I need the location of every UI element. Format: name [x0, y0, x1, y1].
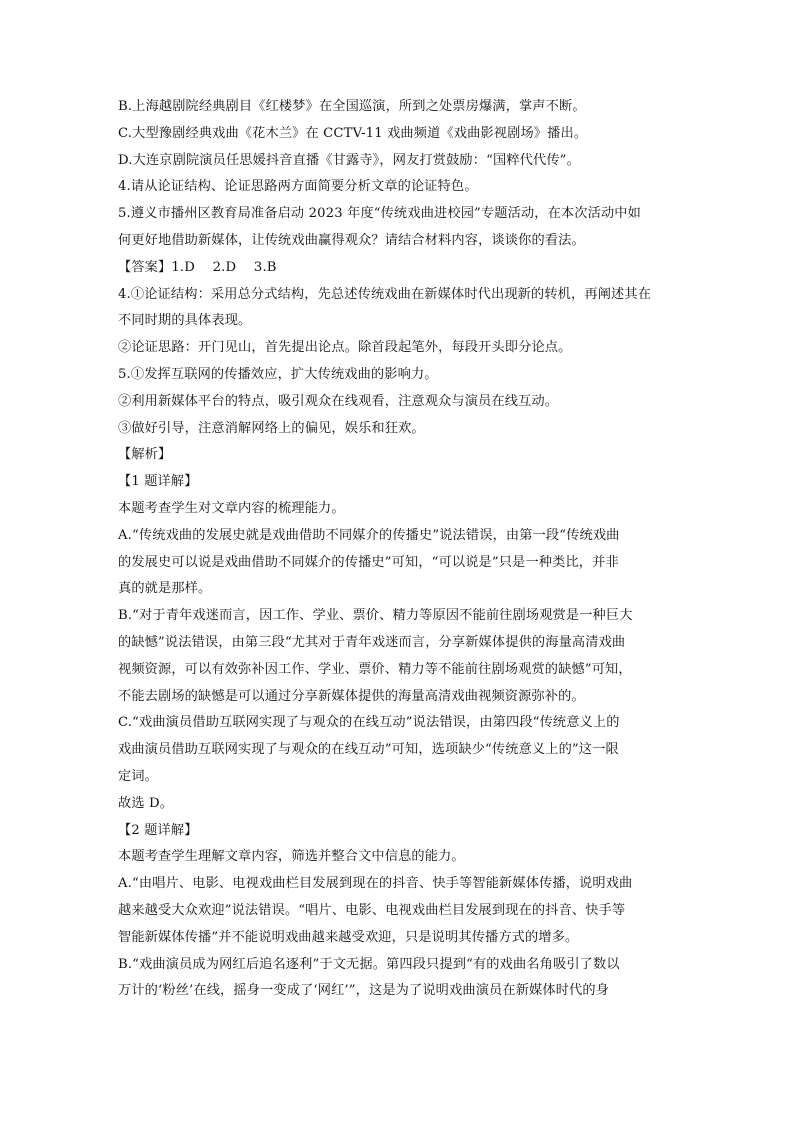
answer-5-point-2: ②利用新媒体平台的特点，吸引观众在线观看，注意观众与演员在线互动。 — [118, 393, 559, 409]
option-d-line: D.大连京剧院演员任思媛抖音直播《甘露寺》，网友打赏鼓励：“国粹代代传”。 — [118, 152, 580, 168]
q1-c-line-1: C.“戏曲演员借助互联网实现了与观众的在线互动”说法错误，由第四段“传统意义上的 — [118, 715, 620, 731]
question-4: 4.请从论证结构、论证思路两方面简要分析文章的论证特色。 — [118, 179, 478, 195]
q2-intro: 本题考查学生理解文章内容，筛选并整合文中信息的能力。 — [118, 849, 465, 865]
q1-b-line-4: 不能去剧场的缺憾是可以通过分享新媒体提供的海量高清戏曲视频资源弥补的。 — [118, 688, 585, 704]
answer-4-structure-line-1: 4.①论证结构：采用总分式结构，先总述传统戏曲在新媒体时代出现新的转机，再阐述其在 — [118, 286, 652, 302]
q1-detail-heading: 【1 题详解】 — [118, 474, 198, 490]
q2-b-line-2: 万计的‘粉丝’在线，摇身一变成了‘网红’”，这是为了说明戏曲演员在新媒体时代的身 — [118, 983, 610, 999]
question-5-line-2: 何更好地借助新媒体，让传统戏曲赢得观众？请结合材料内容，谈谈你的看法。 — [118, 232, 585, 248]
answer-5-point-1: 5.①发挥互联网的传播效应，扩大传统戏曲的影响力。 — [118, 366, 438, 382]
answer-5-point-3: ③做好引导，注意消解网络上的偏见，娱乐和狂欢。 — [118, 420, 425, 436]
q1-intro: 本题考查学生对文章内容的梳理能力。 — [118, 500, 345, 516]
q1-c-line-3: 定词。 — [118, 768, 159, 784]
option-c-line: C.大型豫剧经典戏曲《花木兰》在 CCTV-11 戏曲频道《戏曲影视剧场》播出。 — [118, 125, 588, 141]
q2-a-line-3: 智能新媒体传播”并不能说明戏曲越来越受欢迎，只是说明其传播方式的增多。 — [118, 929, 579, 945]
q1-a-line-3: 真的就是那样。 — [118, 581, 212, 597]
q2-detail-heading: 【2 题详解】 — [118, 822, 198, 838]
q1-b-line-3: 视频资源，可以有效弥补因工作、学业、票价、精力等不能前往剧场观赏的缺憾”可知， — [118, 661, 632, 677]
q1-a-line-1: A.“传统戏曲的发展史就是戏曲借助不同媒介的传播史”说法错误，由第一段“传统戏曲 — [118, 527, 620, 543]
option-b-line: B.上海越剧院经典剧目《红楼梦》在全国巡演，所到之处票房爆满，掌声不断。 — [118, 99, 586, 114]
q2-a-line-2: 越来越受大众欢迎”说法错误。“唱片、电影、电视戏曲栏目发展到现在的抖音、快手等 — [118, 902, 626, 918]
q1-b-line-2: 的缺憾”说法错误，由第三段“尤其对于青年戏迷而言，分享新媒体提供的海量高清戏曲 — [118, 634, 626, 650]
q1-b-line-1: B.“对于青年戏迷而言，因工作、学业、票价、精力等原因不能前往剧场观赏是一种巨大 — [118, 608, 633, 624]
analysis-heading: 【解析】 — [118, 447, 172, 463]
answer-4-thinking: ②论证思路：开门见山，首先提出论点。除首段起笔外，每段开头即分论点。 — [118, 340, 572, 356]
question-5-line-1: 5.遵义市播州区教育局准备启动 2023 年度“传统戏曲进校园”专题活动，在本次活动中如 — [118, 206, 641, 222]
answer-heading: 【答案】1.D 2.D 3.B — [118, 259, 277, 275]
q1-c-line-2: 戏曲演员借助互联网实现了与观众的在线互动”可知，选项缺少“传统意义上的”这一限 — [118, 742, 619, 758]
q2-b-line-1: B.“戏曲演员成为网红后追名逐利”于文无据。第四段只提到“有的戏曲名角吸引了数以 — [118, 956, 620, 972]
q1-a-line-2: 的发展史可以说是戏曲借助不同媒介的传播史”可知，“可以说是”只是一种类比，并非 — [118, 554, 619, 570]
q2-a-line-1: A.“由唱片、电影、电视戏曲栏目发展到现在的抖音、快手等智能新媒体传播，说明戏曲 — [118, 876, 633, 892]
document-body — [118, 94, 678, 1005]
q1-conclusion: 故选 D。 — [118, 795, 174, 811]
answer-4-structure-line-2: 不同时期的具体表现。 — [118, 313, 252, 329]
